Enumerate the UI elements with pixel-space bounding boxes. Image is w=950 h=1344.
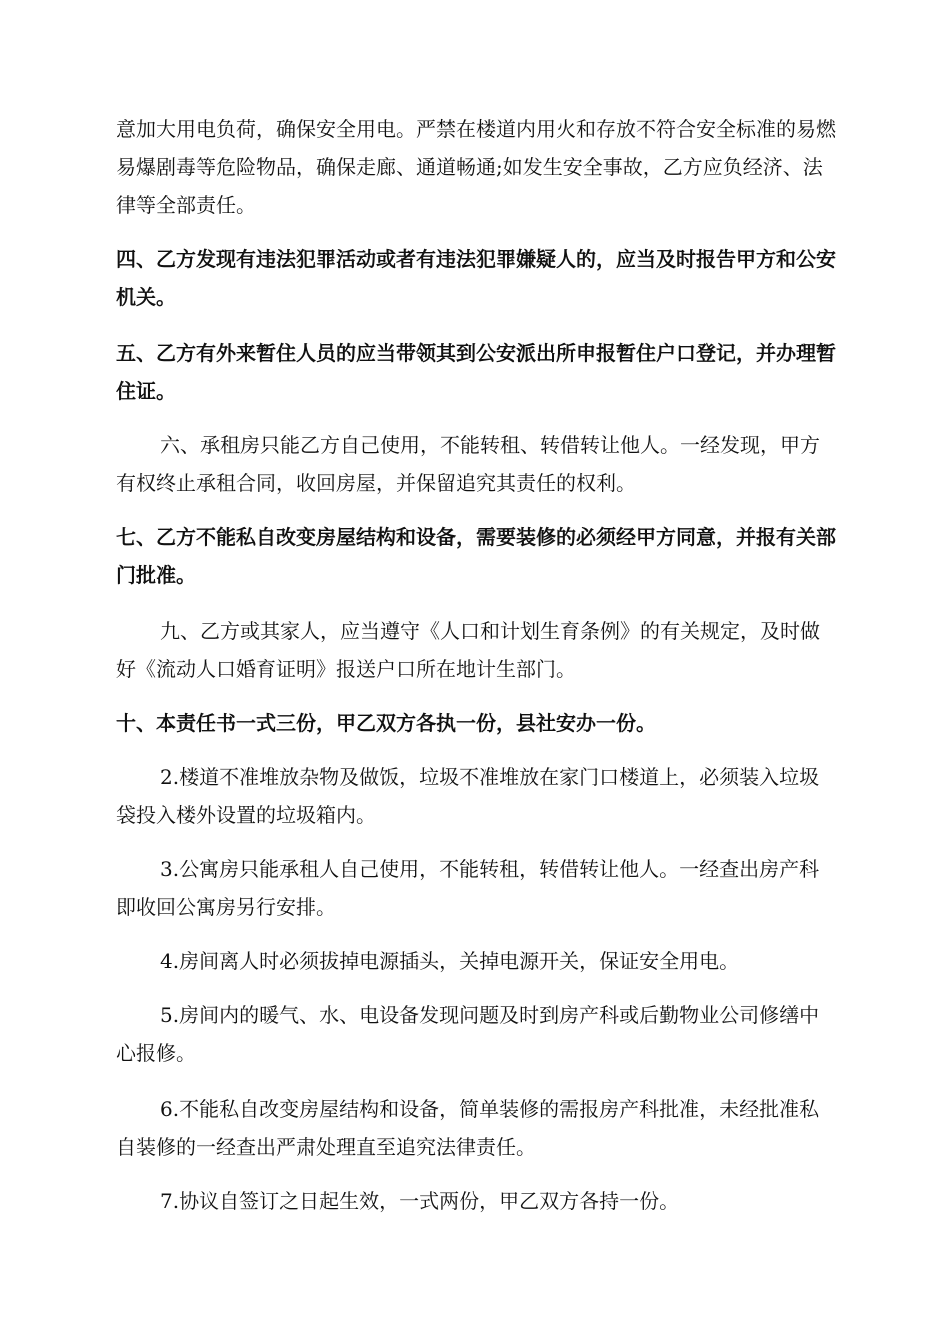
paragraph-clause-7: 七、乙方不能私自改变房屋结构和设备，需要装修的必须经甲方同意，并报有关部门批准。 [116, 525, 836, 587]
paragraph-item-6: 6.不能私自改变房屋结构和设备，简单装修的需报房产科批准，未经批准私自装修的一经查出严肃处理直至追究法律责任。 [116, 1097, 820, 1159]
paragraph-item-5: 5.房间内的暖气、水、电设备发现问题及时到房产科或后勤物业公司修缮中心报修。 [116, 1003, 820, 1065]
paragraph-item-4: 4.房间离人时必须拔掉电源插头，关掉电源开关，保证安全用电。 [160, 949, 740, 973]
paragraph-clause-9: 九、乙方或其家人，应当遵守《人口和计划生育条例》的有关规定，及时做好《流动人口婚育证明》报送户口所在地计生部门。 [116, 619, 820, 681]
paragraph-item-7: 7.协议自签订之日起生效，一式两份，甲乙双方各持一份。 [160, 1189, 680, 1213]
paragraph-item-3: 3.公寓房只能承租人自己使用，不能转租，转借转让他人。一经查出房产科即收回公寓房另行安排。 [116, 857, 820, 919]
paragraph-clause-4: 四、乙方发现有违法犯罪活动或者有违法犯罪嫌疑人的，应当及时报告甲方和公安机关。 [116, 247, 836, 309]
paragraph-clause-6: 六、承租房只能乙方自己使用，不能转租、转借转让他人。一经发现，甲方有权终止承租合同，收回房屋，并保留追究其责任的权利。 [116, 433, 820, 495]
paragraph-safety-electricity: 意加大用电负荷，确保安全用电。严禁在楼道内用火和存放不符合安全标准的易燃易爆剧毒等危险物品，确保走廊、通道畅通;如发生安全事故，乙方应负经济、法律等全部责任。 [116, 117, 836, 217]
paragraph-clause-10: 十、本责任书一式三份，甲乙双方各执一份，县社安办一份。 [116, 711, 656, 735]
paragraph-item-2: 2.楼道不准堆放杂物及做饭，垃圾不准堆放在家门口楼道上，必须装入垃圾袋投入楼外设置的垃圾箱内。 [116, 765, 820, 827]
paragraph-clause-5: 五、乙方有外来暂住人员的应当带领其到公安派出所申报暂住户口登记，并办理暂住证。 [116, 341, 836, 403]
